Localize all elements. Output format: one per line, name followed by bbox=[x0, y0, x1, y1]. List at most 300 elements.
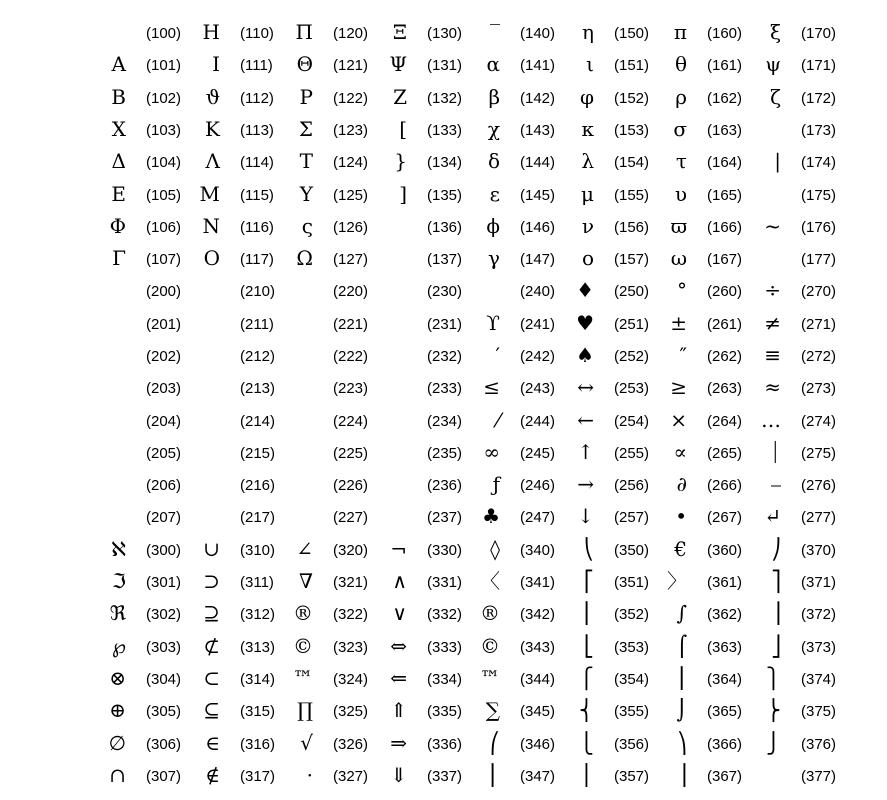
symbol-glyph: Φ bbox=[109, 214, 126, 238]
symbol-cell bbox=[377, 180, 469, 212]
symbol-glyph: ≤ bbox=[483, 375, 500, 399]
symbol-cell bbox=[283, 502, 375, 534]
octal-code-label: (317) bbox=[240, 768, 276, 785]
symbol-cell bbox=[377, 599, 469, 631]
symbol-glyph: Ρ bbox=[299, 85, 313, 109]
symbol-cell bbox=[751, 212, 843, 244]
octal-code-label: (222) bbox=[333, 348, 369, 365]
octal-code-label: (312) bbox=[240, 606, 276, 623]
octal-code-label: (202) bbox=[146, 348, 182, 365]
symbol-glyph: ⎮ bbox=[676, 666, 687, 690]
octal-code-label: (106) bbox=[146, 219, 182, 236]
symbol-glyph: λ bbox=[581, 149, 594, 173]
symbol-cell bbox=[657, 309, 749, 341]
octal-code-label: (142) bbox=[520, 90, 556, 107]
symbol-glyph: ® bbox=[293, 601, 313, 625]
symbol-glyph: Σ bbox=[298, 117, 313, 141]
symbol-cell bbox=[751, 502, 843, 534]
symbol-glyph: β bbox=[488, 85, 500, 109]
octal-code-label: (127) bbox=[333, 251, 369, 268]
octal-code-label: (326) bbox=[333, 736, 369, 753]
symbol-cell bbox=[751, 729, 843, 761]
symbol-cell bbox=[190, 373, 282, 405]
octal-code-label: (136) bbox=[427, 219, 463, 236]
octal-code-label: (273) bbox=[801, 380, 837, 397]
octal-code-label: (364) bbox=[707, 671, 743, 688]
symbol-glyph: ς bbox=[301, 214, 313, 238]
symbol-cell bbox=[657, 373, 749, 405]
symbol-glyph: Ω bbox=[296, 246, 313, 270]
symbol-cell bbox=[283, 341, 375, 373]
symbol-glyph: ⇒ bbox=[390, 731, 407, 755]
symbol-glyph: Ε bbox=[111, 182, 126, 206]
octal-code-label: (331) bbox=[427, 574, 463, 591]
symbol-cell bbox=[470, 599, 562, 631]
octal-code-label: (335) bbox=[427, 703, 463, 720]
octal-code-label: (302) bbox=[146, 606, 182, 623]
symbol-glyph: ⎜ bbox=[490, 763, 500, 787]
symbol-cell bbox=[657, 406, 749, 438]
octal-code-label: (256) bbox=[614, 477, 650, 494]
octal-code-label: (365) bbox=[707, 703, 743, 720]
octal-code-label: (214) bbox=[240, 413, 276, 430]
symbol-cell bbox=[377, 632, 469, 664]
symbol-cell bbox=[657, 696, 749, 728]
symbol-glyph: Μ bbox=[199, 182, 220, 206]
symbol-cell bbox=[377, 696, 469, 728]
symbol-glyph: η bbox=[582, 20, 594, 44]
octal-code-label: (200) bbox=[146, 283, 182, 300]
symbol-cell bbox=[470, 244, 562, 276]
octal-code-label: (300) bbox=[146, 542, 182, 559]
octal-code-label: (372) bbox=[801, 606, 837, 623]
symbol-cell bbox=[657, 664, 749, 696]
symbol-cell bbox=[190, 470, 282, 502]
symbol-glyph: Τ bbox=[299, 149, 313, 173]
symbol-glyph: κ bbox=[581, 117, 594, 141]
symbol-glyph: ⎧ bbox=[579, 666, 594, 690]
octal-code-label: (347) bbox=[520, 768, 556, 785]
octal-code-label: (315) bbox=[240, 703, 276, 720]
octal-code-label: (237) bbox=[427, 509, 463, 526]
symbol-glyph: ∏ bbox=[297, 698, 313, 722]
symbol-cell bbox=[564, 309, 656, 341]
octal-code-label: (244) bbox=[520, 413, 556, 430]
symbol-cell bbox=[564, 599, 656, 631]
octal-code-label: (213) bbox=[240, 380, 276, 397]
symbol-glyph: ™ bbox=[293, 666, 313, 690]
octal-code-label: (104) bbox=[146, 154, 182, 171]
symbol-glyph: ε bbox=[489, 182, 500, 206]
symbol-glyph: ∂ bbox=[676, 472, 687, 496]
symbol-cell bbox=[96, 438, 188, 470]
octal-code-label: (267) bbox=[707, 509, 743, 526]
symbol-glyph: ⎝ bbox=[584, 537, 594, 561]
symbol-glyph: © bbox=[293, 634, 313, 658]
symbol-cell bbox=[657, 599, 749, 631]
octal-code-label: (232) bbox=[427, 348, 463, 365]
octal-code-label: (103) bbox=[146, 122, 182, 139]
octal-code-label: (370) bbox=[801, 542, 837, 559]
symbol-cell bbox=[657, 18, 749, 50]
symbol-glyph: ] bbox=[399, 182, 407, 206]
symbol-cell bbox=[283, 180, 375, 212]
symbol-cell bbox=[751, 438, 843, 470]
symbol-cell bbox=[190, 180, 282, 212]
symbol-glyph: ∫ bbox=[676, 601, 687, 625]
symbol-glyph: ∩ bbox=[109, 763, 126, 787]
octal-code-label: (274) bbox=[801, 413, 837, 430]
symbol-glyph: Ψ bbox=[389, 52, 407, 76]
symbol-cell bbox=[470, 309, 562, 341]
octal-code-label: (143) bbox=[520, 122, 556, 139]
symbol-glyph: ξ bbox=[769, 20, 781, 44]
symbol-cell bbox=[564, 83, 656, 115]
symbol-cell bbox=[283, 664, 375, 696]
symbol-cell bbox=[283, 244, 375, 276]
symbol-glyph: ⎛ bbox=[490, 731, 500, 755]
symbol-cell bbox=[283, 373, 375, 405]
symbol-glyph: ′ bbox=[495, 343, 500, 367]
symbol-cell bbox=[283, 18, 375, 50]
symbol-cell bbox=[96, 244, 188, 276]
symbol-glyph: ⎭ bbox=[766, 731, 781, 755]
symbol-glyph: ι bbox=[586, 52, 594, 76]
symbol-cell bbox=[470, 470, 562, 502]
symbol-glyph: ∠ bbox=[296, 537, 313, 561]
symbol-cell bbox=[283, 632, 375, 664]
symbol-cell bbox=[283, 535, 375, 567]
symbol-cell bbox=[564, 373, 656, 405]
octal-code-label: (322) bbox=[333, 606, 369, 623]
symbol-cell bbox=[564, 664, 656, 696]
symbol-cell bbox=[751, 18, 843, 50]
symbol-glyph: ⎦ bbox=[771, 634, 781, 658]
symbol-glyph: € bbox=[674, 537, 687, 561]
symbol-cell bbox=[190, 632, 282, 664]
symbol-cell bbox=[283, 438, 375, 470]
symbol-cell bbox=[190, 18, 282, 50]
symbol-cell bbox=[96, 309, 188, 341]
octal-code-label: (313) bbox=[240, 639, 276, 656]
symbol-glyph: α bbox=[486, 52, 500, 76]
octal-code-label: (353) bbox=[614, 639, 650, 656]
symbol-glyph: ♥ bbox=[576, 311, 594, 335]
octal-code-label: (130) bbox=[427, 25, 463, 42]
octal-code-label: (231) bbox=[427, 316, 463, 333]
octal-code-label: (212) bbox=[240, 348, 276, 365]
symbol-glyph: ↵ bbox=[764, 504, 781, 528]
octal-code-label: (325) bbox=[333, 703, 369, 720]
symbol-cell bbox=[470, 276, 562, 308]
symbol-cell bbox=[283, 567, 375, 599]
symbol-cell bbox=[190, 438, 282, 470]
symbol-cell bbox=[751, 470, 843, 502]
symbol-cell bbox=[657, 276, 749, 308]
octal-code-label: (260) bbox=[707, 283, 743, 300]
symbol-cell bbox=[470, 696, 562, 728]
symbol-glyph: · bbox=[306, 763, 313, 787]
octal-code-label: (233) bbox=[427, 380, 463, 397]
symbol-glyph: ℑ bbox=[112, 569, 126, 593]
octal-code-label: (165) bbox=[707, 187, 743, 204]
symbol-cell bbox=[96, 599, 188, 631]
symbol-cell bbox=[190, 729, 282, 761]
symbol-cell bbox=[470, 50, 562, 82]
symbol-glyph: ∑ bbox=[485, 698, 500, 722]
octal-code-label: (125) bbox=[333, 187, 369, 204]
symbol-glyph: ↑ bbox=[577, 440, 594, 464]
octal-code-label: (235) bbox=[427, 445, 463, 462]
symbol-cell bbox=[96, 567, 188, 599]
symbol-cell bbox=[564, 438, 656, 470]
octal-code-label: (246) bbox=[520, 477, 556, 494]
symbol-cell bbox=[751, 83, 843, 115]
octal-code-label: (345) bbox=[520, 703, 556, 720]
octal-code-label: (176) bbox=[801, 219, 837, 236]
symbol-cell bbox=[657, 729, 749, 761]
octal-code-label: (114) bbox=[240, 154, 274, 171]
symbol-cell bbox=[470, 535, 562, 567]
symbol-glyph: θ bbox=[674, 52, 687, 76]
symbol-glyph: Ξ bbox=[392, 20, 407, 44]
octal-code-label: (362) bbox=[707, 606, 743, 623]
symbol-cell bbox=[377, 147, 469, 179]
octal-code-label: (253) bbox=[614, 380, 650, 397]
symbol-cell bbox=[377, 18, 469, 50]
octal-code-label: (340) bbox=[520, 542, 556, 559]
symbol-cell bbox=[377, 309, 469, 341]
octal-code-label: (310) bbox=[240, 542, 276, 559]
octal-code-label: (116) bbox=[240, 219, 274, 236]
symbol-cell bbox=[377, 212, 469, 244]
symbol-glyph: Π bbox=[295, 20, 313, 44]
symbol-cell bbox=[96, 18, 188, 50]
symbol-cell bbox=[96, 729, 188, 761]
octal-code-label: (175) bbox=[801, 187, 837, 204]
symbol-glyph: ν bbox=[581, 214, 594, 238]
symbol-glyph: → bbox=[577, 472, 594, 496]
symbol-glyph: Ζ bbox=[393, 85, 407, 109]
octal-code-label: (324) bbox=[333, 671, 369, 688]
octal-code-label: (377) bbox=[801, 768, 837, 785]
octal-code-label: (334) bbox=[427, 671, 463, 688]
octal-code-label: (306) bbox=[146, 736, 182, 753]
octal-code-label: (126) bbox=[333, 219, 369, 236]
symbol-glyph: Ν bbox=[202, 214, 220, 238]
symbol-glyph: ⇓ bbox=[390, 763, 407, 787]
symbol-cell bbox=[564, 567, 656, 599]
symbol-cell bbox=[190, 50, 282, 82]
symbol-cell bbox=[190, 535, 282, 567]
octal-code-label: (346) bbox=[520, 736, 556, 753]
symbol-glyph: ƒ bbox=[492, 472, 500, 496]
octal-code-label: (124) bbox=[333, 154, 369, 171]
octal-code-label: (255) bbox=[614, 445, 650, 462]
octal-code-label: (250) bbox=[614, 283, 650, 300]
octal-code-label: (201) bbox=[146, 316, 182, 333]
symbol-glyph: μ bbox=[581, 182, 594, 206]
octal-code-label: (304) bbox=[146, 671, 182, 688]
symbol-cell bbox=[564, 535, 656, 567]
octal-code-label: (150) bbox=[614, 25, 650, 42]
symbol-glyph: 〉 bbox=[667, 569, 687, 593]
octal-code-label: (205) bbox=[146, 445, 182, 462]
octal-code-label: (217) bbox=[240, 509, 276, 526]
symbol-cell bbox=[657, 761, 749, 793]
symbol-cell bbox=[470, 438, 562, 470]
octal-code-label: (355) bbox=[614, 703, 650, 720]
symbol-cell bbox=[96, 341, 188, 373]
octal-code-label: (166) bbox=[707, 219, 743, 236]
symbol-cell bbox=[751, 599, 843, 631]
symbol-cell bbox=[283, 83, 375, 115]
symbol-glyph: ⇐ bbox=[390, 666, 407, 690]
symbol-cell bbox=[96, 535, 188, 567]
symbol-cell bbox=[96, 83, 188, 115]
symbol-glyph: υ bbox=[674, 182, 687, 206]
octal-code-label: (135) bbox=[427, 187, 463, 204]
symbol-glyph: ϒ bbox=[486, 311, 500, 335]
symbol-cell bbox=[96, 373, 188, 405]
symbol-cell bbox=[96, 147, 188, 179]
symbol-cell bbox=[470, 83, 562, 115]
symbol-glyph: γ bbox=[488, 246, 500, 270]
symbol-glyph: ⊃ bbox=[203, 569, 220, 593]
octal-code-label: (220) bbox=[333, 283, 369, 300]
symbol-glyph: ↔ bbox=[577, 375, 594, 399]
symbol-glyph: ⎤ bbox=[771, 569, 781, 593]
symbol-glyph: ⇑ bbox=[390, 698, 407, 722]
symbol-glyph: • bbox=[675, 504, 687, 528]
octal-code-label: (251) bbox=[614, 316, 650, 333]
symbol-cell bbox=[377, 438, 469, 470]
octal-code-label: (157) bbox=[614, 251, 650, 268]
symbol-cell bbox=[96, 276, 188, 308]
octal-code-label: (234) bbox=[427, 413, 463, 430]
octal-code-label: (354) bbox=[614, 671, 650, 688]
symbol-cell bbox=[96, 50, 188, 82]
symbol-cell bbox=[564, 761, 656, 793]
octal-code-label: (115) bbox=[240, 187, 274, 204]
symbol-glyph: | bbox=[774, 149, 781, 173]
symbol-glyph: ζ bbox=[770, 85, 781, 109]
symbol-cell bbox=[190, 115, 282, 147]
symbol-glyph: ⌠ bbox=[676, 634, 687, 658]
symbol-cell bbox=[96, 470, 188, 502]
symbol-glyph: ≠ bbox=[764, 311, 781, 335]
symbol-glyph: ♦ bbox=[576, 278, 594, 302]
symbol-glyph: ϑ bbox=[205, 85, 220, 109]
octal-code-label: (225) bbox=[333, 445, 369, 462]
octal-code-label: (342) bbox=[520, 606, 556, 623]
symbol-cell bbox=[283, 309, 375, 341]
octal-code-label: (344) bbox=[520, 671, 556, 688]
symbol-cell bbox=[377, 729, 469, 761]
symbol-glyph: ⎡ bbox=[584, 569, 594, 593]
octal-code-label: (211) bbox=[240, 316, 274, 333]
symbol-cell bbox=[751, 276, 843, 308]
octal-code-label: (336) bbox=[427, 736, 463, 753]
symbol-cell bbox=[377, 761, 469, 793]
octal-code-label: (102) bbox=[146, 90, 182, 107]
octal-code-label: (177) bbox=[801, 251, 837, 268]
symbol-cell bbox=[190, 309, 282, 341]
octal-code-label: (172) bbox=[801, 90, 837, 107]
octal-code-label: (164) bbox=[707, 154, 743, 171]
octal-code-label: (266) bbox=[707, 477, 743, 494]
octal-code-label: (363) bbox=[707, 639, 743, 656]
symbol-glyph: Κ bbox=[205, 117, 220, 141]
octal-code-label: (265) bbox=[707, 445, 743, 462]
symbol-cell bbox=[564, 470, 656, 502]
octal-code-label: (333) bbox=[427, 639, 463, 656]
octal-code-label: (174) bbox=[801, 154, 837, 171]
symbol-cell bbox=[377, 276, 469, 308]
symbol-cell bbox=[190, 696, 282, 728]
octal-code-label: (367) bbox=[707, 768, 743, 785]
symbol-cell bbox=[751, 535, 843, 567]
symbol-cell bbox=[564, 341, 656, 373]
symbol-glyph: Α bbox=[111, 52, 126, 76]
octal-code-label: (226) bbox=[333, 477, 369, 494]
octal-code-label: (373) bbox=[801, 639, 837, 656]
symbol-cell bbox=[751, 761, 843, 793]
octal-code-label: (245) bbox=[520, 445, 556, 462]
octal-code-label: (263) bbox=[707, 380, 743, 397]
octal-code-label: (100) bbox=[146, 25, 182, 42]
symbol-glyph: ÷ bbox=[764, 278, 781, 302]
symbol-glyph: ⎩ bbox=[579, 731, 594, 755]
symbol-glyph: ⎟ bbox=[677, 763, 687, 787]
symbol-cell bbox=[470, 729, 562, 761]
symbol-cell bbox=[470, 180, 562, 212]
symbol-glyph: ⏐ bbox=[769, 440, 781, 464]
octal-code-label: (203) bbox=[146, 380, 182, 397]
symbol-glyph: χ bbox=[487, 117, 500, 141]
octal-code-label: (170) bbox=[801, 25, 837, 42]
octal-code-label: (210) bbox=[240, 283, 276, 300]
octal-code-label: (134) bbox=[427, 154, 463, 171]
symbol-cell bbox=[751, 341, 843, 373]
octal-code-label: (110) bbox=[240, 25, 274, 42]
symbol-cell bbox=[657, 147, 749, 179]
octal-code-label: (327) bbox=[333, 768, 369, 785]
symbol-glyph: © bbox=[480, 634, 500, 658]
symbol-glyph: ° bbox=[677, 278, 687, 302]
octal-code-label: (320) bbox=[333, 542, 369, 559]
symbol-glyph: ∉ bbox=[205, 763, 220, 787]
symbol-glyph: ⎬ bbox=[766, 698, 781, 722]
symbol-glyph: ρ bbox=[675, 85, 687, 109]
octal-code-label: (303) bbox=[146, 639, 182, 656]
octal-code-label: (221) bbox=[333, 316, 369, 333]
symbol-glyph: ◊ bbox=[490, 537, 500, 561]
octal-code-label: (122) bbox=[333, 90, 369, 107]
symbol-glyph: ≡ bbox=[764, 343, 781, 367]
octal-code-label: (241) bbox=[520, 316, 556, 333]
symbol-cell bbox=[564, 18, 656, 50]
symbol-glyph: ο bbox=[581, 246, 594, 270]
symbol-glyph: Ι bbox=[212, 52, 220, 76]
symbol-cell bbox=[283, 696, 375, 728]
octal-code-label: (144) bbox=[520, 154, 556, 171]
symbol-glyph: ⊆ bbox=[203, 698, 220, 722]
symbol-cell bbox=[377, 83, 469, 115]
symbol-glyph: Λ bbox=[205, 149, 220, 173]
symbol-glyph: } bbox=[394, 149, 407, 173]
octal-code-label: (146) bbox=[520, 219, 556, 236]
